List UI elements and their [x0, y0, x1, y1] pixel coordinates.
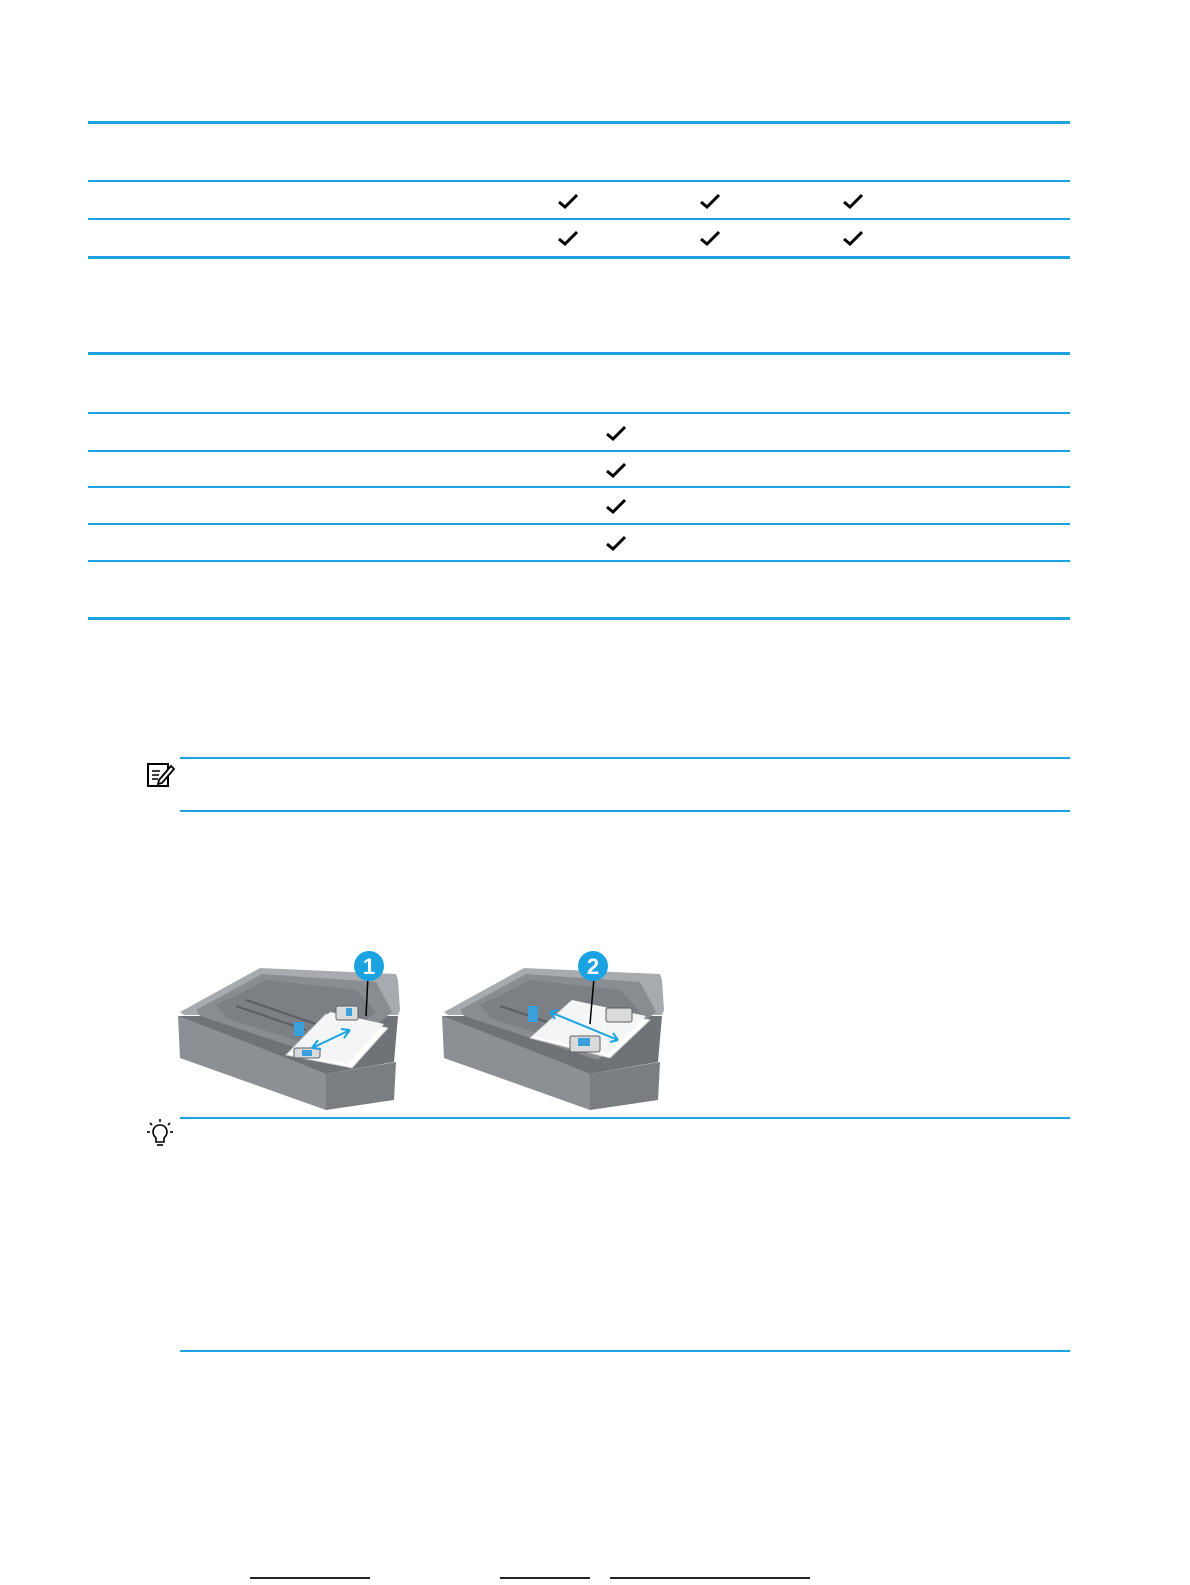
check-icon — [843, 193, 863, 209]
footer-artifact — [250, 1577, 370, 1579]
check-icon — [558, 230, 578, 246]
check-icon — [700, 230, 720, 246]
tip-top-rule — [180, 1117, 1070, 1119]
check-icon — [606, 462, 626, 478]
table-1-top-rule — [88, 121, 1070, 124]
table-2-header-rule — [88, 412, 1070, 414]
callout-1: 1 — [362, 954, 376, 979]
tip-icon — [147, 1118, 173, 1148]
table-1-bottom-rule — [88, 256, 1070, 259]
note-icon — [146, 760, 176, 788]
tip-bottom-rule — [180, 1350, 1070, 1352]
check-icon — [843, 230, 863, 246]
check-icon — [700, 193, 720, 209]
check-icon — [606, 425, 626, 441]
tray-2 — [442, 951, 664, 1110]
table-2-row-rule — [88, 560, 1070, 562]
table-2-row-rule — [88, 523, 1070, 525]
tray-figure — [176, 950, 676, 1115]
check-icon — [606, 535, 626, 551]
check-icon — [558, 193, 578, 209]
table-2-row-rule — [88, 450, 1070, 452]
table-2-top-rule — [88, 352, 1070, 355]
table-1-row-rule — [88, 218, 1070, 220]
footer-artifact — [610, 1577, 810, 1579]
tray-1 — [178, 951, 400, 1110]
check-icon — [606, 498, 626, 514]
note-bottom-rule — [180, 810, 1070, 812]
table-2-row-rule — [88, 486, 1070, 488]
note-top-rule — [180, 757, 1070, 759]
table-1-header-rule — [88, 180, 1070, 182]
table-2-bottom-rule — [88, 617, 1070, 620]
footer-artifact — [500, 1577, 590, 1579]
callout-2: 2 — [586, 954, 600, 979]
